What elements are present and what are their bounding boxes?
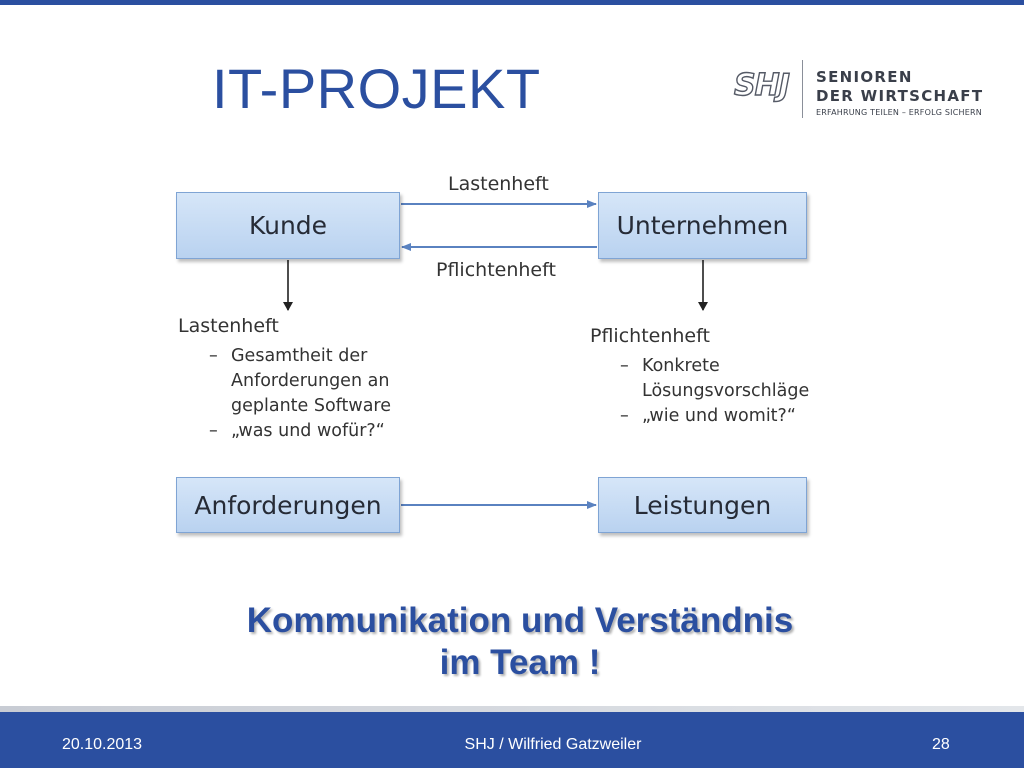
list-dash: – [209,346,218,366]
logo-line-1: SENIOREN [816,68,913,86]
node-unternehmen: Unternehmen [598,192,807,259]
node-leistungen: Leistungen [598,477,807,533]
list-item-line: „was und wofür?“ [231,421,385,441]
list-dash: – [209,421,218,441]
footer-bar [0,712,1024,768]
list-item-line: Konkrete [642,356,720,376]
list-item-line: Anforderungen an [231,371,390,391]
list-item-line: „wie und womit?“ [642,406,796,426]
lastenheft-heading: Lastenheft [178,315,279,337]
footer-author: SHJ / Wilfried Gatzweiler [464,736,642,753]
list-item [178,344,391,419]
list-dash: – [620,406,629,426]
slogan [0,600,1024,684]
slide-title: IT-PROJEKT [212,57,541,120]
slogan-line-1: Kommunikation und Verständnis [246,601,794,640]
node-anforderungen: Anforderungen [176,477,400,533]
node-kunde: Kunde [176,192,400,259]
logo-line-2: DER WIRTSCHAFT [816,87,984,105]
edge-label-lastenheft: Lastenheft [448,173,549,195]
arrow-kunde-down-head [283,302,293,311]
footer-page-number: 28 [932,736,950,753]
slogan-line-2: im Team ! [439,643,601,682]
lastenheft-list [178,314,391,444]
list-item [178,419,391,444]
list-item [590,354,809,404]
pflichtenheft-list [590,324,809,429]
edge-label-pflichtenheft: Pflichtenheft [436,259,556,281]
pflichtenheft-heading: Pflichtenheft [590,325,710,347]
list-item-line: Gesamtheit der [231,346,368,366]
list-item-line: geplante Software [231,396,391,416]
list-item-line: Lösungsvorschläge [642,381,810,401]
list-dash: – [620,356,629,376]
shj-logo-mark: SHJ [734,68,789,103]
arrow-unternehmen-down-head [698,302,708,311]
list-item [590,404,809,429]
logo-tagline: ERFAHRUNG TEILEN – ERFOLG SICHERN [816,108,982,117]
footer-date: 20.10.2013 [62,736,143,753]
